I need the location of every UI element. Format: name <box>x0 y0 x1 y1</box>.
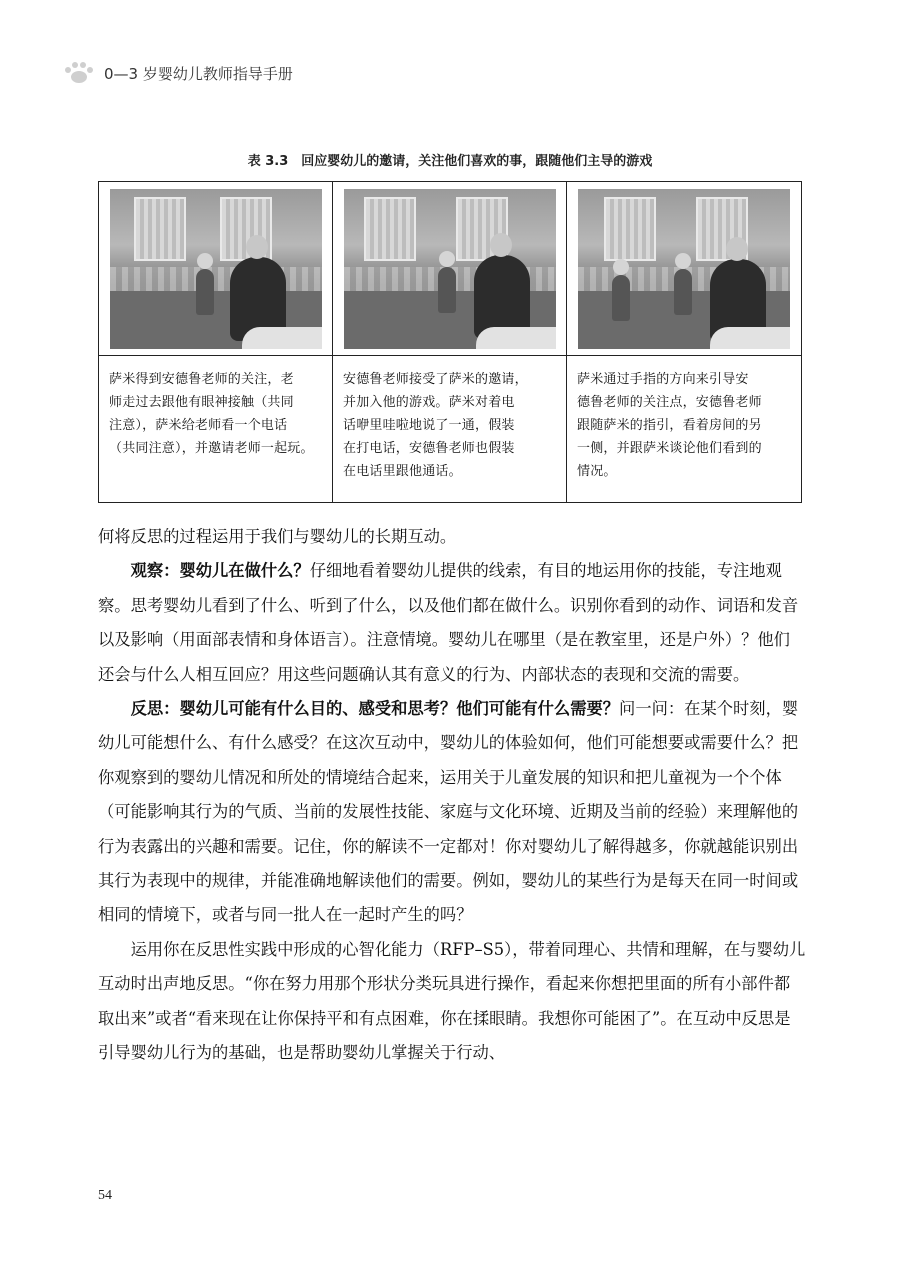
page-number: 54 <box>98 1188 112 1203</box>
observation-table <box>98 181 802 503</box>
reflect-heading: 反思：婴幼儿可能有什么目的、感受和思考？他们可能有什么需要？ <box>130 699 620 719</box>
observe-heading: 观察：婴幼儿在做什么？ <box>130 561 310 581</box>
book-title: 0—3 岁婴幼儿教师指导手册 <box>104 64 293 83</box>
classroom-photo-1 <box>110 189 322 349</box>
running-header <box>62 62 293 84</box>
paragraph-mentalization: 运用你在反思性实践中形成的心智化能力（RFP–S5），带着同理心、共情和理解，在与婴幼儿互动时出声地反思。“你在努力用那个形状分类玩具进行操作，看起来你想把里面的所有小部件都取出来”或者“看来现在让你保持平和有点困难，你在揉眼睛。我想你可能困了”。在互动中反思是引导婴幼儿行为的基础，也是帮助婴幼儿掌握关于行动、 <box>98 939 806 1063</box>
photo-cell-3 <box>567 182 801 356</box>
paw-icon <box>62 62 96 84</box>
paragraph-reflect <box>98 692 806 933</box>
photo-cell-2 <box>333 182 567 356</box>
observe-text: 仔细地看着婴幼儿提供的线索，有目的地运用你的技能，专注地观察。思考婴幼儿看到了什么、听到了什么，以及他们都在做什么。识别你看到的动作、词语和发音以及影响（用面部表情和身体语言）。注意情境。婴幼儿在哪里（是在教室里，还是户外）？他们还会与什么人相互回应？用这些问题确认其有意义的行为、内部状态的表现和交流的需要。 <box>98 561 799 684</box>
body-text <box>98 520 806 1071</box>
classroom-photo-3 <box>578 189 790 349</box>
paragraph-1: 何将反思的过程运用于我们与婴幼儿的长期互动。 <box>98 527 457 546</box>
photo-cell-1 <box>99 182 333 356</box>
classroom-photo-2 <box>344 189 556 349</box>
table-caption: 表 3.3 回应婴幼儿的邀请，关注他们喜欢的事，跟随他们主导的游戏 <box>247 154 653 169</box>
table-text-cell-1: 萨米得到安德鲁老师的关注，老 师走过去跟他有眼神接触（共同 注意），萨米给老师看一个电话 （共同注意），并邀请老师一起玩。 <box>99 356 333 502</box>
table-text-cell-2: 安德鲁老师接受了萨米的邀请， 并加入他的游戏。萨米对着电 话咿里哇啦地说了一通，假装 在打电话，安德鲁老师也假装 在电话里跟他通话。 <box>333 356 567 502</box>
paragraph-observe <box>98 554 806 692</box>
reflect-text: 问一问：在某个时刻，婴幼儿可能想什么、有什么感受？在这次互动中，婴幼儿的体验如何，他们可能想要或需要什么？把你观察到的婴幼儿情况和所处的情境结合起来，运用关于儿童发展的知识和把儿童视为一个个体（可能影响其行为的气质、当前的发展性技能、家庭与文化环境、近期及当前的经验）来理解他的行为表露出的兴趣和需要。记住，你的解读不一定都对！你对婴幼儿了解得越多，你就越能识别出其行为表现中的规律，并能准确地解读他们的需要。例如，婴幼儿的某些行为是每天在同一时间或相同的情境下，或者与同一批人在一起时产生的吗？ <box>98 699 799 925</box>
table-text-cell-3: 萨米通过手指的方向来引导安 德鲁老师的关注点，安德鲁老师 跟随萨米的指引，看着房间的另 一侧，并跟萨米谈论他们看到的 情况。 <box>577 372 762 479</box>
